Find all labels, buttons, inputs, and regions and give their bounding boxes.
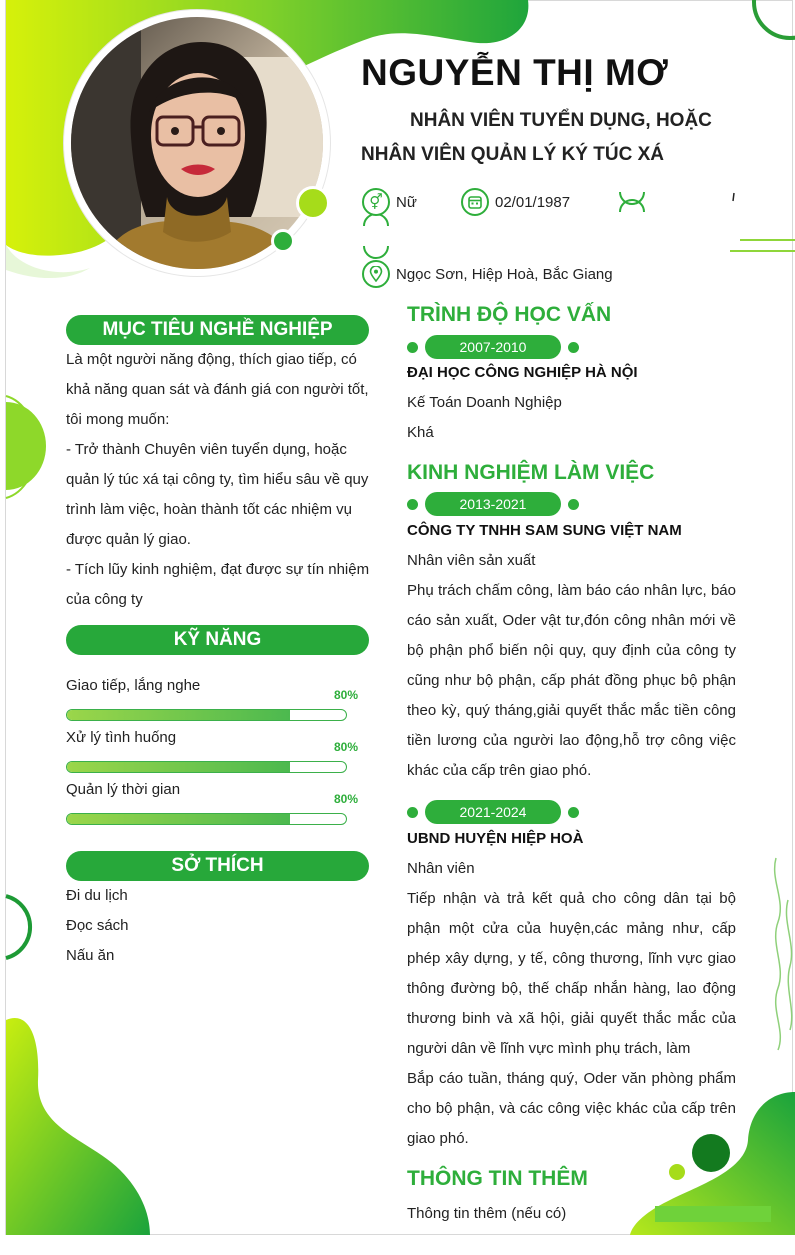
skill-bar-fill: [67, 710, 290, 720]
job-description-continued: Bắp cáo tuần, tháng quý, Oder văn phòng phẩm cho bộ phận, và các công việc khác của cấp trên giao phó.: [407, 1070, 736, 1147]
period-label: 2007-2010: [425, 335, 561, 359]
grade: Khá: [407, 424, 434, 441]
skill-label: Giao tiếp, lắng nghe: [66, 677, 201, 694]
skills-heading: KỸ NĂNG: [66, 625, 369, 655]
decorative-dot: [271, 229, 295, 253]
period-label: 2021-2024: [425, 800, 561, 824]
gender-info: [362, 188, 417, 216]
experience-heading: KINH NGHIỆM LÀM VIỆC: [407, 461, 655, 484]
timeline-dot: [407, 499, 418, 510]
period-label: 2013-2021: [425, 492, 561, 516]
gender-icon: ⚥: [362, 188, 390, 216]
candidate-name: NGUYỄN THỊ MƠ: [361, 52, 669, 93]
address-info: [362, 260, 613, 288]
hobby-item: Đọc sách: [66, 917, 129, 934]
job-title: NHÂN VIÊN TUYỂN DỤNG, HOẶC NHÂN VIÊN QUẢN LÝ KÝ TÚC XÁ: [361, 110, 712, 165]
calendar-icon: [461, 188, 489, 216]
timeline-dot: [407, 807, 418, 818]
company-name: CÔNG TY TNHH SAM SUNG VIỆT NAM: [407, 522, 682, 539]
major: Kế Toán Doanh Nghiệp: [407, 394, 562, 411]
timeline-dot: [407, 342, 418, 353]
skill-bar: [66, 709, 347, 721]
hobbies-heading: SỞ THÍCH: [66, 851, 369, 881]
location-pin-icon: [362, 260, 390, 288]
job-description: Phụ trách chấm công, làm báo cáo nhân lực, báo cáo sản xuất, Oder vật tư,đón công nhân mới về bộ phận phổ biến nội quy, quy định của công ty cũng như bộ phận, cấp phát đồng phục bộ phận theo kỳ, quý tháng,giải quyết thắc mắc tiền công tiền lương của người lao động,hỗ trợ công việc khác của cấp trên giao phó.: [407, 582, 736, 779]
career-goal-point-2: - Tích lũy kinh nghiệm, đạt được sự tín nhiệm của công ty: [66, 561, 370, 608]
education-period: [407, 335, 579, 359]
skill-label: Quản lý thời gian: [66, 781, 181, 798]
skill-percent: 80%: [334, 688, 359, 702]
extra-info-heading: THÔNG TIN THÊM: [407, 1167, 588, 1190]
timeline-dot: [568, 342, 579, 353]
skill-label: Xử lý tình huống: [66, 729, 177, 746]
address-value: Ngọc Sơn, Hiệp Hoà, Bắc Giang: [396, 265, 613, 283]
gender-value: Nữ: [396, 193, 417, 211]
hobby-item: Nấu ăn: [66, 947, 115, 964]
birthdate-value: 02/01/1987: [495, 193, 571, 211]
education-heading: TRÌNH ĐỘ HỌC VẤN: [407, 303, 612, 326]
experience-period: [407, 492, 579, 516]
skill-bar: [66, 813, 347, 825]
position: Nhân viên sản xuất: [407, 552, 536, 569]
birthdate-info: [461, 188, 570, 216]
career-goal-intro: Là một người năng động, thích giao tiếp, có khả năng quan sát và đánh giá con người tốt, tôi mong muốn:: [66, 351, 369, 428]
hobby-item: Đi du lịch: [66, 887, 128, 904]
career-goal-point-1: - Trở thành Chuyên viên tuyển dụng, hoặc quản lý túc xá tại công ty, tìm hiểu sâu về quy trình làm việc, hoàn thành tốt các nhiệm vụ được quản lý giao.: [66, 441, 369, 548]
experience-period: [407, 800, 579, 824]
skill-bar-fill: [67, 814, 290, 824]
skill-percent: 80%: [334, 792, 359, 806]
timeline-dot: [568, 499, 579, 510]
skill-bar-fill: [67, 762, 290, 772]
school-name: ĐẠI HỌC CÔNG NGHIỆP HÀ NỘI: [407, 364, 638, 381]
skill-percent: 80%: [334, 740, 359, 754]
position: Nhân viên: [407, 860, 475, 877]
company-name: UBND HUYỆN HIỆP HOÀ: [407, 830, 584, 847]
decorative-dot: [296, 186, 330, 220]
extra-info-text: Thông tin thêm (nếu có): [407, 1205, 567, 1222]
job-description: Tiếp nhận và trả kết quả cho công dân tại bộ phận một cửa của huyện,các mảng như, cấp phép xây dựng, y tế, công thương, lĩnh vực giao thông đường bộ, thế chấp nhắn hàng, lao động thương binh và xã hội, giải quyết thắc mắc của người dân về lĩnh vực mình phụ trách, làm: [407, 890, 736, 1057]
timeline-dot: [568, 807, 579, 818]
career-goal-heading: MỤC TIÊU NGHỀ NGHIỆP: [66, 315, 369, 345]
skill-bar: [66, 761, 347, 773]
